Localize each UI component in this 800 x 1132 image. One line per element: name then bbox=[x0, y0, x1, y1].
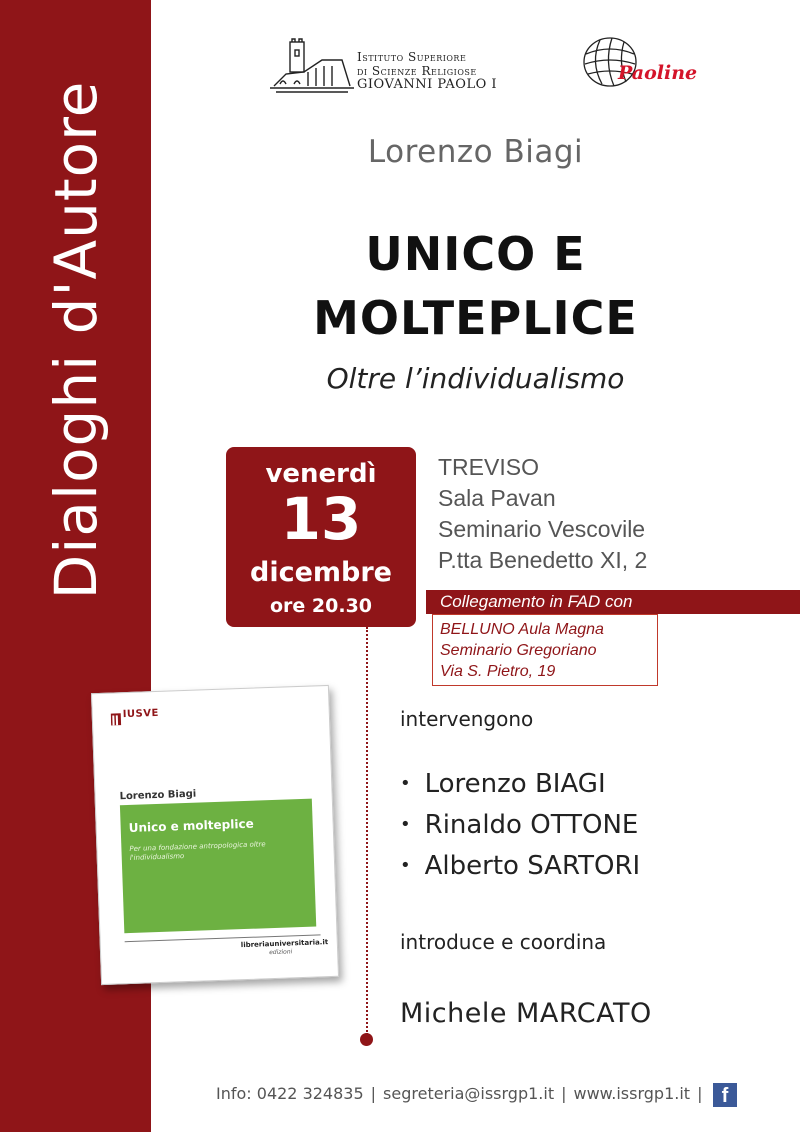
footer-separator: | bbox=[370, 1084, 377, 1103]
date-month: dicembre bbox=[250, 557, 392, 588]
author-name: Lorenzo Biagi bbox=[367, 134, 584, 170]
book-publisher-sub: edizioni bbox=[269, 948, 293, 957]
book-series: IUSVE bbox=[122, 707, 160, 721]
event-title bbox=[151, 222, 800, 350]
footer-separator: | bbox=[697, 1084, 703, 1103]
footer-email[interactable]: segreteria@issrgp1.it bbox=[383, 1084, 555, 1103]
venue-block bbox=[438, 452, 647, 576]
title-line-1: UNICO E bbox=[365, 227, 586, 281]
date-badge bbox=[226, 447, 416, 627]
footer-website[interactable]: www.issrgp1.it bbox=[573, 1084, 691, 1103]
speaker-item: • Rinaldo OTTONE bbox=[400, 806, 640, 847]
event-subtitle: Oltre l’individualismo bbox=[326, 362, 625, 395]
series-title: Dialoghi d'Autore bbox=[42, 80, 110, 600]
book-title: Unico e molteplice bbox=[128, 816, 254, 836]
issr-line2: di Scienze Religiose bbox=[357, 64, 477, 78]
book-cover bbox=[91, 685, 339, 985]
book-author: Lorenzo Biagi bbox=[119, 788, 197, 803]
remote-location-box bbox=[432, 614, 658, 686]
book-title-panel bbox=[120, 799, 316, 934]
remote-line-1: BELLUNO Aula Magna bbox=[440, 621, 604, 638]
remote-header: Collegamento in FAD con bbox=[426, 590, 800, 614]
speakers-label: intervengono bbox=[400, 707, 534, 731]
book-publisher: libreriauniversitaria.it bbox=[240, 938, 329, 950]
dotted-connector bbox=[366, 627, 368, 1035]
moderator-label: introduce e coordina bbox=[400, 930, 607, 954]
date-time: ore 20.30 bbox=[269, 595, 373, 617]
speaker-item: • Lorenzo BIAGI bbox=[400, 765, 640, 806]
footer-separator: | bbox=[561, 1084, 567, 1103]
speaker-item: • Alberto SARTORI bbox=[400, 847, 640, 888]
footer-phone: Info: 0422 324835 bbox=[216, 1084, 364, 1103]
footer-contacts bbox=[216, 1084, 709, 1103]
date-weekday: venerdì bbox=[265, 459, 377, 489]
issr-logo-text bbox=[357, 50, 497, 92]
connector-dot bbox=[360, 1033, 373, 1046]
book-subtitle: Per una fondazione antropologica oltre l'individualismo bbox=[129, 840, 266, 862]
venue-address: P.tta Benedetto XI, 2 bbox=[438, 547, 648, 573]
remote-line-2: Seminario Gregoriano bbox=[440, 642, 597, 659]
speakers-list bbox=[400, 765, 640, 888]
issr-line1: Istituto Superiore bbox=[357, 50, 467, 64]
date-day: 13 bbox=[280, 485, 362, 553]
issr-line3: GIOVANNI PAOLO I bbox=[357, 77, 498, 92]
moderator-name: Michele MARCATO bbox=[400, 998, 652, 1029]
title-line-2: MOLTEPLICE bbox=[313, 291, 638, 345]
paoline-logo-text: Paoline bbox=[618, 62, 698, 84]
remote-line-3: Via S. Pietro, 19 bbox=[440, 663, 556, 680]
venue-building: Seminario Vescovile bbox=[438, 516, 646, 542]
venue-city: TREVISO bbox=[438, 454, 539, 480]
venue-hall: Sala Pavan bbox=[438, 485, 556, 511]
facebook-icon[interactable]: f bbox=[713, 1083, 737, 1107]
